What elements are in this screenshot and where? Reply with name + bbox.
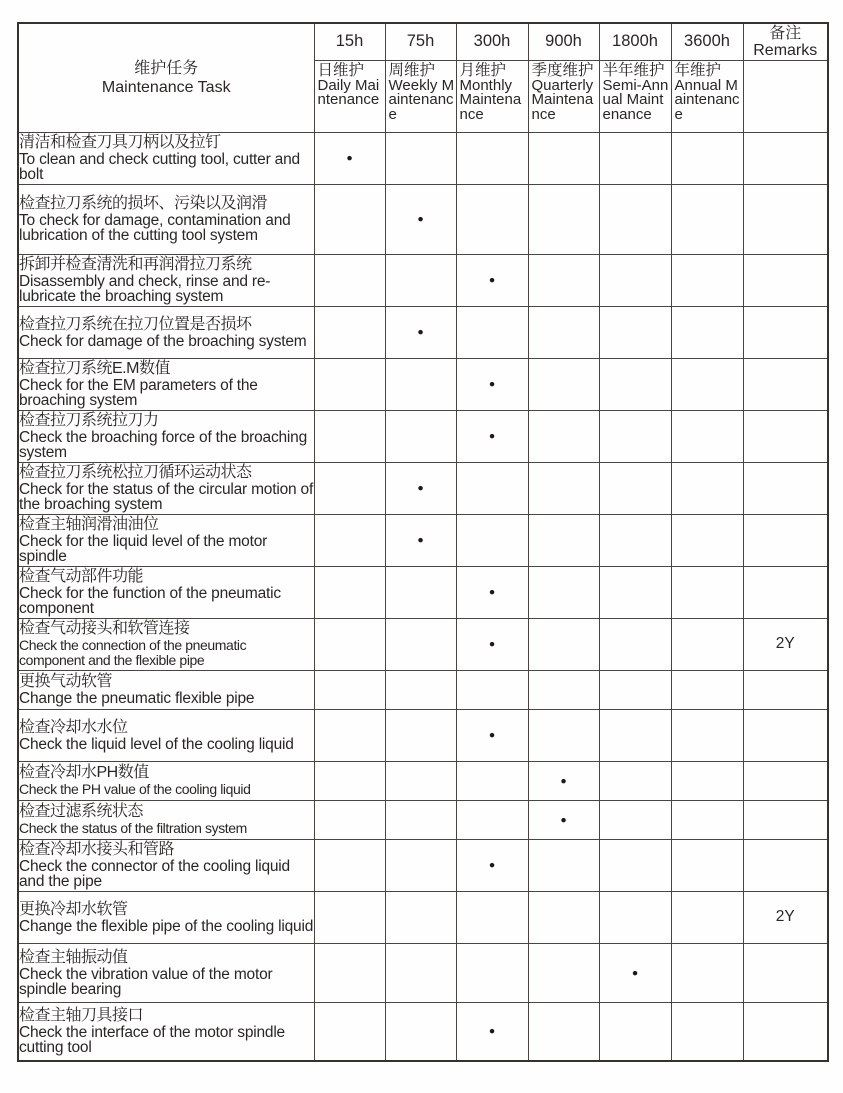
schedule-cell-15h bbox=[314, 800, 385, 839]
schedule-cell-1800h bbox=[599, 358, 671, 410]
remarks-header-cn: 备注 bbox=[769, 24, 802, 42]
schedule-cell-15h bbox=[314, 462, 385, 514]
hour-header-75h: 75h bbox=[385, 23, 456, 60]
schedule-cell-1800h bbox=[599, 761, 671, 800]
task-text-en: Check for the liquid level of the motor spindle bbox=[19, 533, 268, 565]
remark-cell bbox=[743, 306, 828, 358]
interval-header-daily bbox=[314, 60, 385, 132]
task-text-en: Check the connection of the pneumatic component and the flexible pipe bbox=[19, 637, 247, 668]
schedule-cell-3600h bbox=[671, 761, 743, 800]
schedule-cell-300h: ● bbox=[456, 709, 528, 761]
interval-weekly-en: Weekly Maintenance bbox=[388, 76, 455, 123]
task-cell bbox=[18, 358, 314, 410]
schedule-cell-300h bbox=[456, 132, 528, 184]
task-text-cn: 检查冷却水PH数值 bbox=[19, 764, 149, 781]
remark-cell: 2Y bbox=[743, 618, 828, 670]
schedule-cell-1800h bbox=[599, 132, 671, 184]
task-text-en: Check the broaching force of the broaching system bbox=[19, 429, 308, 461]
schedule-cell-300h: ● bbox=[456, 358, 528, 410]
task-text-en: To clean and check cutting tool, cutter and bolt bbox=[19, 151, 300, 183]
task-text-cn: 检查拉刀系统的损坏、污染以及润滑 bbox=[19, 195, 268, 212]
task-cell bbox=[18, 410, 314, 462]
interval-annual-cn: 年维护 bbox=[674, 61, 722, 79]
schedule-cell-300h bbox=[456, 761, 528, 800]
schedule-cell-3600h bbox=[671, 184, 743, 254]
schedule-cell-15h bbox=[314, 358, 385, 410]
schedule-cell-1800h bbox=[599, 839, 671, 891]
schedule-cell-3600h bbox=[671, 839, 743, 891]
schedule-cell-900h bbox=[528, 184, 599, 254]
remark-cell bbox=[743, 410, 828, 462]
schedule-cell-3600h bbox=[671, 670, 743, 709]
schedule-cell-1800h bbox=[599, 891, 671, 943]
schedule-cell-900h bbox=[528, 132, 599, 184]
schedule-cell-75h bbox=[385, 761, 456, 800]
table-row bbox=[18, 1002, 828, 1061]
remark-cell bbox=[743, 839, 828, 891]
task-cell bbox=[18, 132, 314, 184]
task-text-cn: 更换冷却水软管 bbox=[19, 900, 128, 918]
task-text-en: Check the connector of the cooling liquid and the pipe bbox=[19, 858, 290, 890]
table-row bbox=[18, 670, 828, 709]
table-row bbox=[18, 891, 828, 943]
schedule-cell-3600h bbox=[671, 358, 743, 410]
schedule-cell-75h bbox=[385, 800, 456, 839]
schedule-cell-300h bbox=[456, 462, 528, 514]
remark-cell bbox=[743, 566, 828, 618]
schedule-cell-1800h bbox=[599, 800, 671, 839]
task-text-cn: 检查气动部件功能 bbox=[19, 568, 144, 585]
remark-cell bbox=[743, 761, 828, 800]
schedule-cell-75h: ● bbox=[385, 514, 456, 566]
task-text-cn: 检查拉刀系统在拉刀位置是否损坏 bbox=[19, 315, 252, 333]
task-text-cn: 检查冷却水接头和管路 bbox=[19, 841, 175, 858]
task-text-en: Check for the EM parameters of the broaching system bbox=[19, 377, 258, 409]
schedule-cell-300h: ● bbox=[456, 410, 528, 462]
task-text-en: Check for the status of the circular motion of the broaching system bbox=[19, 481, 314, 513]
schedule-cell-75h: ● bbox=[385, 462, 456, 514]
schedule-cell-3600h bbox=[671, 800, 743, 839]
table-header bbox=[18, 23, 828, 132]
hour-header-1800h: 1800h bbox=[599, 23, 671, 60]
table-row bbox=[18, 306, 828, 358]
schedule-cell-3600h bbox=[671, 410, 743, 462]
task-text-en: Check the status of the filtration system bbox=[19, 820, 247, 836]
schedule-cell-300h bbox=[456, 670, 528, 709]
task-header-cell bbox=[18, 23, 314, 132]
schedule-cell-1800h bbox=[599, 1002, 671, 1061]
table-row bbox=[18, 410, 828, 462]
schedule-cell-75h bbox=[385, 670, 456, 709]
remark-cell bbox=[743, 1002, 828, 1061]
schedule-cell-75h bbox=[385, 839, 456, 891]
task-text-en: Check the vibration value of the motor spindle bearing bbox=[19, 965, 273, 998]
task-cell bbox=[18, 618, 314, 670]
schedule-cell-300h bbox=[456, 891, 528, 943]
task-text-cn: 检查主轴刀具接口 bbox=[19, 1007, 144, 1025]
interval-header-quarterly bbox=[528, 60, 599, 132]
interval-monthly-en: Monthly Maintenance bbox=[459, 76, 522, 123]
table-row bbox=[18, 839, 828, 891]
schedule-cell-75h bbox=[385, 618, 456, 670]
remark-cell bbox=[743, 514, 828, 566]
remark-cell bbox=[743, 800, 828, 839]
hour-header-15h: 15h bbox=[314, 23, 385, 60]
task-cell bbox=[18, 670, 314, 709]
task-text-cn: 检查气动接头和软管连接 bbox=[19, 620, 190, 637]
remark-cell bbox=[743, 462, 828, 514]
schedule-cell-15h bbox=[314, 184, 385, 254]
table-row bbox=[18, 618, 828, 670]
schedule-cell-75h bbox=[385, 891, 456, 943]
schedule-cell-300h bbox=[456, 514, 528, 566]
schedule-cell-3600h bbox=[671, 132, 743, 184]
interval-header-annual bbox=[671, 60, 743, 132]
schedule-cell-75h bbox=[385, 1002, 456, 1061]
schedule-cell-1800h bbox=[599, 254, 671, 306]
interval-annual-en: Annual Maintenance bbox=[674, 76, 740, 123]
schedule-cell-1800h: ● bbox=[599, 943, 671, 1002]
schedule-cell-15h bbox=[314, 618, 385, 670]
schedule-cell-900h: ● bbox=[528, 800, 599, 839]
schedule-cell-300h: ● bbox=[456, 254, 528, 306]
task-text-cn: 检查拉刀系统松拉刀循环运动状态 bbox=[19, 464, 252, 481]
schedule-cell-75h bbox=[385, 709, 456, 761]
schedule-cell-15h bbox=[314, 254, 385, 306]
remark-cell bbox=[743, 132, 828, 184]
schedule-cell-900h bbox=[528, 306, 599, 358]
task-cell bbox=[18, 761, 314, 800]
schedule-cell-1800h bbox=[599, 618, 671, 670]
task-header-en: Maintenance Task bbox=[101, 78, 231, 96]
schedule-cell-75h: ● bbox=[385, 184, 456, 254]
remarks-header-cell bbox=[743, 23, 828, 60]
task-cell bbox=[18, 709, 314, 761]
table-row bbox=[18, 254, 828, 306]
schedule-cell-15h bbox=[314, 839, 385, 891]
interval-header-monthly bbox=[456, 60, 528, 132]
schedule-cell-300h: ● bbox=[456, 566, 528, 618]
table-row bbox=[18, 184, 828, 254]
schedule-cell-3600h bbox=[671, 306, 743, 358]
schedule-cell-900h bbox=[528, 462, 599, 514]
table-row bbox=[18, 761, 828, 800]
schedule-cell-15h bbox=[314, 943, 385, 1002]
schedule-cell-300h bbox=[456, 943, 528, 1002]
schedule-cell-300h bbox=[456, 306, 528, 358]
schedule-cell-900h bbox=[528, 514, 599, 566]
remark-cell bbox=[743, 254, 828, 306]
interval-weekly-cn: 周维护 bbox=[388, 61, 436, 79]
table-row bbox=[18, 943, 828, 1002]
interval-header-weekly bbox=[385, 60, 456, 132]
schedule-cell-15h bbox=[314, 566, 385, 618]
schedule-cell-900h bbox=[528, 618, 599, 670]
schedule-cell-3600h bbox=[671, 514, 743, 566]
maintenance-schedule-table bbox=[17, 22, 829, 1062]
schedule-cell-75h bbox=[385, 410, 456, 462]
schedule-cell-900h bbox=[528, 943, 599, 1002]
schedule-cell-75h bbox=[385, 943, 456, 1002]
schedule-cell-900h bbox=[528, 709, 599, 761]
task-text-cn: 检查拉刀系统E.M数值 bbox=[19, 360, 170, 377]
table-row bbox=[18, 514, 828, 566]
schedule-cell-3600h bbox=[671, 891, 743, 943]
schedule-cell-900h bbox=[528, 566, 599, 618]
schedule-cell-1800h bbox=[599, 306, 671, 358]
schedule-cell-15h bbox=[314, 761, 385, 800]
schedule-cell-1800h bbox=[599, 670, 671, 709]
task-cell bbox=[18, 254, 314, 306]
task-text-en: Change the pneumatic flexible pipe bbox=[19, 690, 255, 707]
schedule-cell-15h bbox=[314, 709, 385, 761]
schedule-cell-1800h bbox=[599, 514, 671, 566]
task-cell bbox=[18, 566, 314, 618]
task-cell bbox=[18, 800, 314, 839]
schedule-cell-300h: ● bbox=[456, 618, 528, 670]
task-text-cn: 检查冷却水水位 bbox=[19, 718, 128, 736]
schedule-cell-300h bbox=[456, 184, 528, 254]
schedule-cell-900h bbox=[528, 410, 599, 462]
interval-semiannual-en: Semi-Annual Maintenance bbox=[602, 76, 669, 123]
task-text-cn: 拆卸并检查清洗和再润滑拉刀系统 bbox=[19, 256, 252, 273]
schedule-cell-15h bbox=[314, 670, 385, 709]
schedule-cell-3600h bbox=[671, 709, 743, 761]
schedule-cell-300h bbox=[456, 800, 528, 839]
task-text-cn: 检查过滤系统状态 bbox=[19, 803, 144, 820]
remarks-header-en: Remarks bbox=[753, 41, 818, 59]
task-cell bbox=[18, 184, 314, 254]
hour-header-3600h: 3600h bbox=[671, 23, 743, 60]
schedule-cell-3600h bbox=[671, 943, 743, 1002]
schedule-cell-15h bbox=[314, 306, 385, 358]
task-text-en: To check for damage, contamination and lubrication of the cutting tool system bbox=[19, 212, 291, 244]
schedule-cell-3600h bbox=[671, 254, 743, 306]
table-row bbox=[18, 800, 828, 839]
interval-header-semiannual bbox=[599, 60, 671, 132]
task-cell bbox=[18, 891, 314, 943]
task-cell bbox=[18, 462, 314, 514]
remark-cell bbox=[743, 709, 828, 761]
task-text-en: Change the flexible pipe of the cooling liquid bbox=[19, 917, 314, 935]
task-text-en: Check the PH value of the cooling liquid bbox=[19, 781, 251, 797]
schedule-cell-900h bbox=[528, 839, 599, 891]
hour-header-300h: 300h bbox=[456, 23, 528, 60]
schedule-cell-3600h bbox=[671, 618, 743, 670]
schedule-cell-75h bbox=[385, 566, 456, 618]
schedule-cell-900h bbox=[528, 1002, 599, 1061]
remark-cell bbox=[743, 670, 828, 709]
interval-semiannual-cn: 半年维护 bbox=[602, 61, 665, 79]
task-cell bbox=[18, 514, 314, 566]
task-header-cn: 维护任务 bbox=[134, 59, 199, 77]
schedule-cell-1800h bbox=[599, 462, 671, 514]
schedule-cell-3600h bbox=[671, 566, 743, 618]
task-text-en: Check for damage of the broaching system bbox=[19, 332, 307, 350]
schedule-cell-75h bbox=[385, 132, 456, 184]
schedule-cell-1800h bbox=[599, 709, 671, 761]
remark-cell: 2Y bbox=[743, 891, 828, 943]
schedule-cell-15h bbox=[314, 1002, 385, 1061]
hour-header-900h: 900h bbox=[528, 23, 599, 60]
task-cell bbox=[18, 943, 314, 1002]
task-text-en: Check for the function of the pneumatic component bbox=[19, 585, 281, 617]
task-cell bbox=[18, 839, 314, 891]
schedule-cell-900h bbox=[528, 891, 599, 943]
task-cell bbox=[18, 1002, 314, 1061]
schedule-cell-75h: ● bbox=[385, 306, 456, 358]
task-cell bbox=[18, 306, 314, 358]
schedule-cell-900h: ● bbox=[528, 761, 599, 800]
schedule-cell-15h bbox=[314, 514, 385, 566]
schedule-cell-300h: ● bbox=[456, 1002, 528, 1061]
schedule-cell-3600h bbox=[671, 462, 743, 514]
hour-header-row bbox=[18, 23, 828, 60]
task-text-en: Check the interface of the motor spindle cutting tool bbox=[19, 1024, 285, 1057]
table-row bbox=[18, 132, 828, 184]
schedule-cell-15h: ● bbox=[314, 132, 385, 184]
schedule-cell-75h bbox=[385, 254, 456, 306]
interval-quarterly-en: Quarterly Maintenance bbox=[531, 76, 594, 123]
schedule-cell-15h bbox=[314, 891, 385, 943]
task-text-cn: 更换气动软管 bbox=[19, 673, 113, 690]
task-text-cn: 检查主轴润滑油油位 bbox=[19, 516, 159, 533]
schedule-cell-900h bbox=[528, 358, 599, 410]
interval-monthly-cn: 月维护 bbox=[459, 61, 507, 79]
remark-cell bbox=[743, 358, 828, 410]
task-text-cn: 清洁和检查刀具刀柄以及拉钉 bbox=[19, 134, 221, 151]
task-text-cn: 检查主轴振动值 bbox=[19, 948, 128, 966]
table-row bbox=[18, 462, 828, 514]
interval-daily-cn: 日维护 bbox=[317, 61, 365, 79]
table-row bbox=[18, 709, 828, 761]
table-row bbox=[18, 358, 828, 410]
interval-daily-en: Daily Maintenance bbox=[317, 76, 380, 108]
task-text-en: Check the liquid level of the cooling liquid bbox=[19, 735, 294, 753]
table-body bbox=[18, 132, 828, 1061]
interval-quarterly-cn: 季度维护 bbox=[531, 61, 594, 79]
schedule-cell-15h bbox=[314, 410, 385, 462]
schedule-cell-1800h bbox=[599, 184, 671, 254]
table-row bbox=[18, 566, 828, 618]
schedule-cell-300h: ● bbox=[456, 839, 528, 891]
schedule-cell-900h bbox=[528, 670, 599, 709]
remarks-subheader-cell bbox=[743, 60, 828, 132]
task-text-cn: 检查拉刀系统拉刀力 bbox=[19, 412, 159, 429]
schedule-cell-900h bbox=[528, 254, 599, 306]
remark-cell bbox=[743, 943, 828, 1002]
schedule-cell-3600h bbox=[671, 1002, 743, 1061]
schedule-cell-75h bbox=[385, 358, 456, 410]
remark-cell bbox=[743, 184, 828, 254]
task-text-en: Disassembly and check, rinse and re-lubricate the broaching system bbox=[19, 273, 271, 305]
schedule-cell-1800h bbox=[599, 566, 671, 618]
schedule-cell-1800h bbox=[599, 410, 671, 462]
